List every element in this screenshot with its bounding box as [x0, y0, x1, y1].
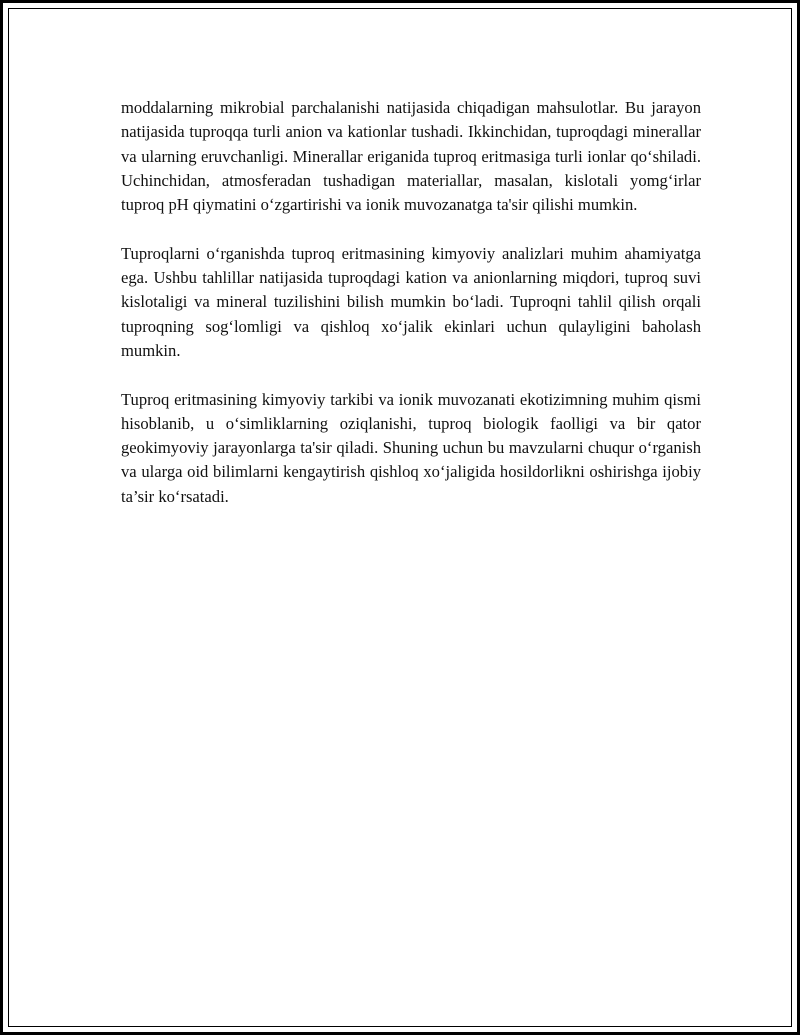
- document-body: [121, 96, 701, 533]
- paragraph-3: Tuproq eritmasining kimyoviy tarkibi va ionik muvozanati ekotizimning muhim qismi hisoblanib, u o‘simliklarning oziqlanishi, tuproq biologik faolligi va bir qator geokimyoviy jarayonlarga ta'sir qiladi. Shuning uchun bu mavzularni chuqur o‘rganish va ularga oid bilimlarni kengaytirish qishloq xo‘jaligida hosildorlikni oshirishga ijobiy ta’sir ko‘rsatadi.: [121, 389, 701, 506]
- paragraph-2: Tuproqlarni o‘rganishda tuproq eritmasining kimyoviy analizlari muhim ahamiyatga ega. Ushbu tahlillar natijasida tuproqdagi kation va anionlarning miqdori, tuproq suvi kislotaligi va mineral tuzilishini bilish mumkin bo‘ladi. Tuproqni tahlil qilish orqali tuproqning sog‘lomligi va qishloq xo‘jalik ekinlari uchun qulayligini baholash mumkin.: [121, 243, 701, 360]
- paragraph-1: moddalarning mikrobial parchalanishi natijasida chiqadigan mahsulotlar. Bu jarayon natijasida tuproqqa turli anion va kationlar tushadi. Ikkinchidan, tuproqdagi minerallar va ularning eruvchanligi. Minerallar eriganida tuproq eritmasiga turli ionlar qo‘shiladi. Uchinchidan, atmosferadan tushadigan materiallar, masalan, kislotali yomg‘irlar tuproq pH qiymatini o‘zgartirishi va ionik muvozanatga ta'sir qilishi mumkin.: [121, 98, 701, 215]
